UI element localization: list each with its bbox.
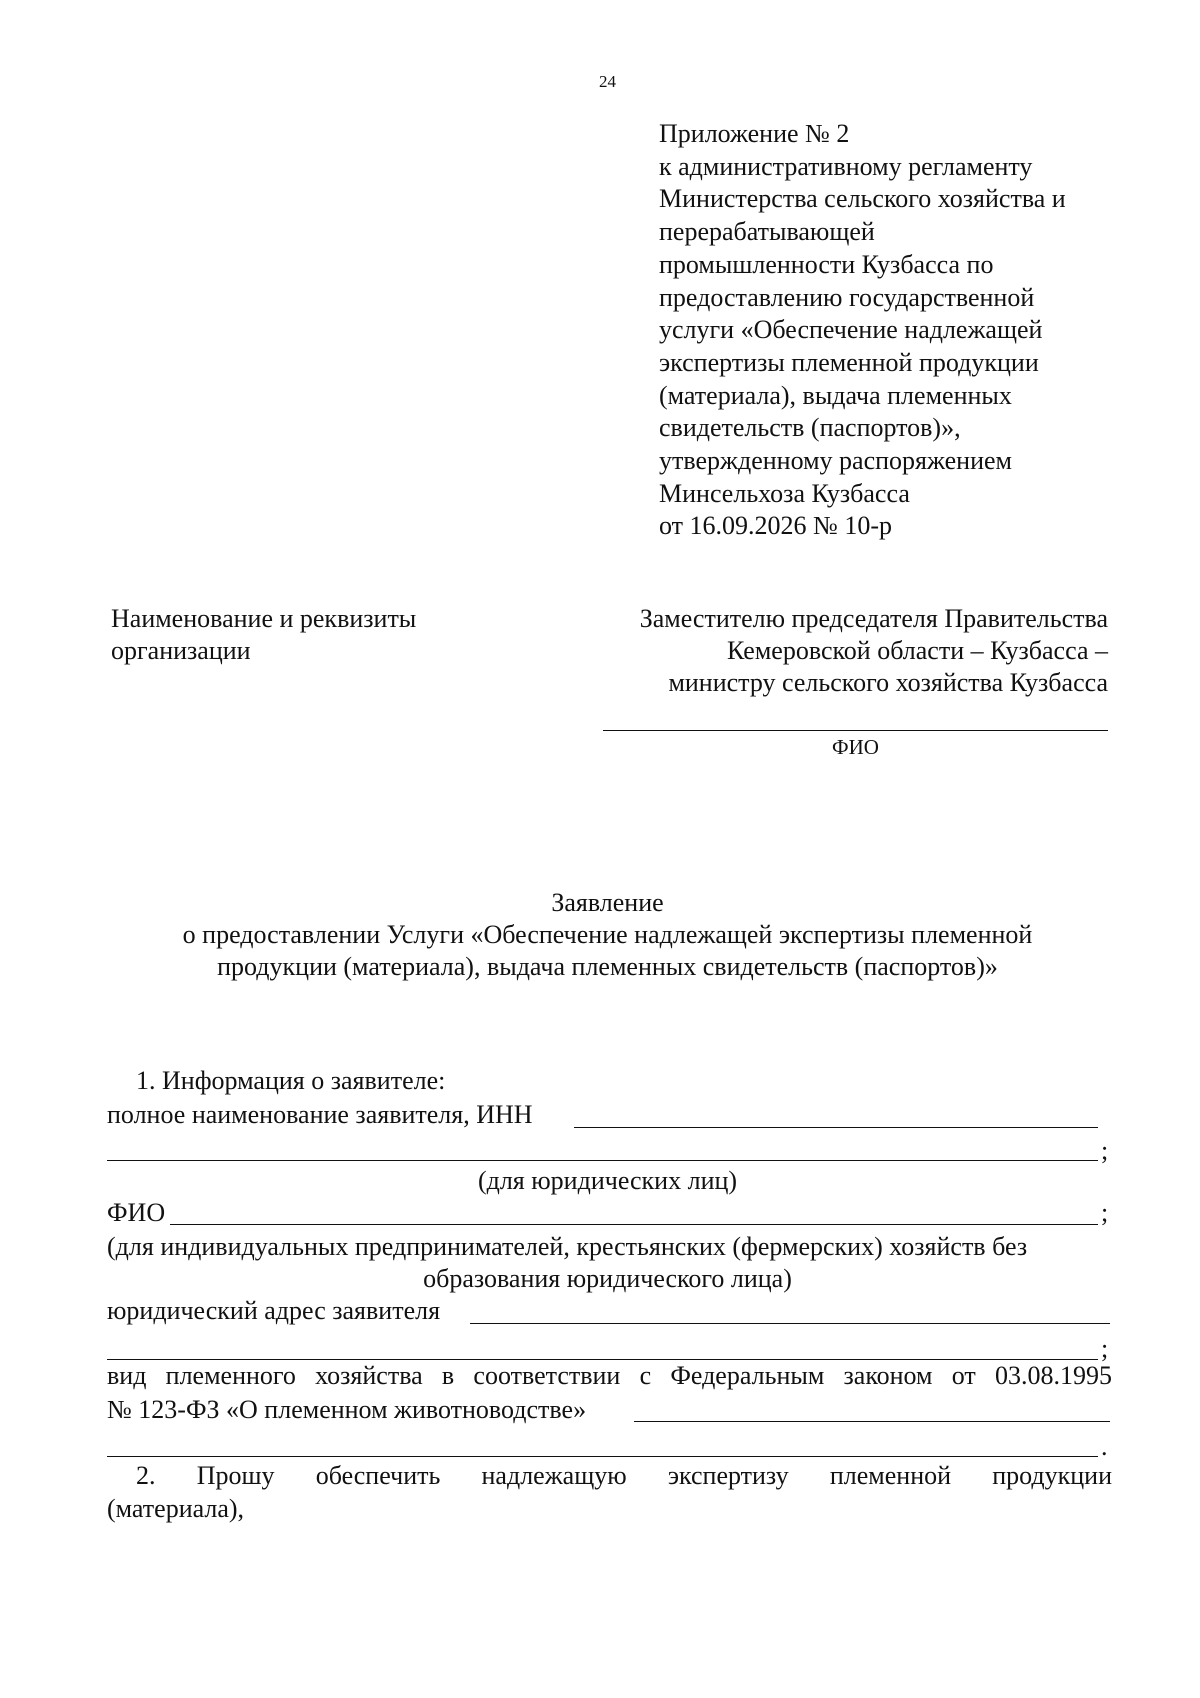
full-name-label: полное наименование заявителя, ИНН xyxy=(107,1100,533,1129)
full-name-input-line[interactable] xyxy=(574,1127,1098,1128)
appendix-line: Приложение № 2 xyxy=(659,119,850,148)
addressee-line3: министру сельского хозяйства Кузбасса xyxy=(668,668,1108,697)
appendix-line: от 16.09.2026 № 10-р xyxy=(659,511,892,541)
address-input-line[interactable] xyxy=(470,1323,1110,1324)
full-name-input-line-2[interactable] xyxy=(107,1160,1098,1161)
semicolon: ; xyxy=(1101,1334,1109,1363)
addressee-line1: Заместителю председателя Правительства xyxy=(639,604,1108,633)
appendix-line: (материала), выдача племенных xyxy=(659,380,1012,410)
organization-label-line2: организации xyxy=(111,636,251,665)
appendix-line: Минсельхоза Кузбасса xyxy=(659,478,910,508)
section2-line1: 2. Прошу обеспечить надлежащую экспертизу племенной продукции xyxy=(136,1461,1112,1490)
organization-label-line1: Наименование и реквизиты xyxy=(111,604,417,633)
appendix-line: услуги «Обеспечение надлежащей xyxy=(659,315,1043,345)
appendix-line: предоставлению государственной xyxy=(659,282,1035,312)
appendix-line: промышленности Кузбасса по xyxy=(659,249,994,279)
appendix-line: свидетельств (паспортов)», xyxy=(659,413,961,443)
fio-input-line[interactable] xyxy=(170,1224,1098,1225)
addressee-block xyxy=(640,603,1108,699)
address-input-line-2[interactable] xyxy=(107,1359,1098,1360)
appendix-line: экспертизы племенной продукции xyxy=(659,347,1039,377)
page-number: 24 xyxy=(599,72,616,91)
farm-type-input-line[interactable] xyxy=(634,1421,1110,1422)
farm-type-line1: вид племенного хозяйства в соответствии с Федеральным законом от 03.08.1995 xyxy=(107,1361,1112,1390)
application-heading xyxy=(0,887,1200,983)
ip-note-line2: образования юридического лица) xyxy=(423,1264,792,1293)
appendix-header xyxy=(659,118,1066,543)
application-subtitle-line1: о предоставлении Услуги «Обеспечение надлежащей экспертизы племенной xyxy=(182,920,1033,949)
farm-type-input-line-2[interactable] xyxy=(107,1456,1098,1457)
appendix-line: перерабатывающей xyxy=(659,217,875,247)
legal-entities-note: (для юридических лиц) xyxy=(477,1166,738,1195)
section2-line2: (материала), xyxy=(107,1494,245,1523)
addressee-line2: Кемеровской области – Кузбасса – xyxy=(726,636,1108,665)
semicolon: ; xyxy=(1101,1198,1109,1227)
appendix-line: Министерства сельского хозяйства и xyxy=(659,184,1066,214)
application-title: Заявление xyxy=(551,888,664,917)
organization-block xyxy=(111,603,416,667)
section1-heading: 1. Информация о заявителе: xyxy=(136,1066,446,1095)
period: . xyxy=(1101,1432,1108,1461)
ip-note-line1: (для индивидуальных предпринимателей, крестьянских (фермерских) хозяйств без xyxy=(107,1232,1028,1261)
semicolon: ; xyxy=(1101,1136,1109,1165)
farm-type-line2: № 123-ФЗ «О племенном животноводстве» xyxy=(107,1395,587,1424)
address-label: юридический адрес заявителя xyxy=(107,1296,441,1325)
addressee-fio-field[interactable] xyxy=(603,730,1108,731)
application-subtitle-line2: продукции (материала), выдача племенных свидетельств (паспортов)» xyxy=(217,952,998,981)
appendix-line: к административному регламенту xyxy=(659,151,1033,181)
appendix-line: утвержденному распоряжением xyxy=(659,446,1012,476)
addressee-fio-caption: ФИО xyxy=(832,735,879,759)
fio-label: ФИО xyxy=(107,1198,166,1227)
